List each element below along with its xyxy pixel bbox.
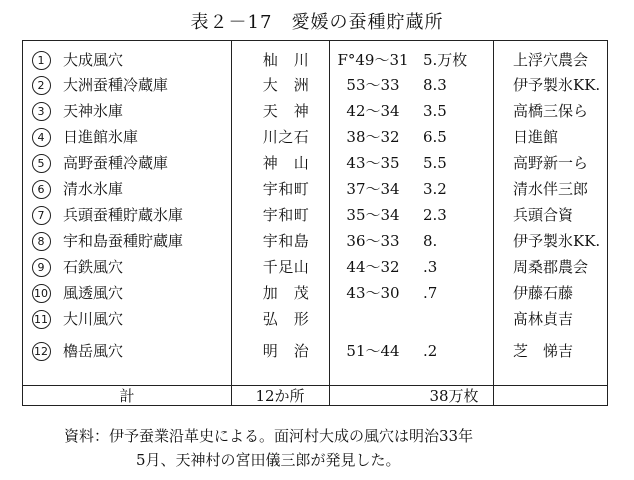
row-number-circle: 6 — [32, 180, 51, 199]
row-number-circle: 10 — [32, 284, 51, 303]
row-number — [27, 99, 55, 124]
storage-capacity: .7 — [423, 284, 438, 302]
storage-location: 明 治 — [262, 342, 310, 360]
table-row — [23, 229, 609, 254]
table-row — [23, 339, 609, 364]
storage-location: 天 神 — [262, 102, 310, 120]
storage-name: 風透風穴 — [63, 284, 124, 302]
table-row — [23, 281, 609, 306]
row-number-circle: 9 — [32, 258, 51, 277]
storage-location: 神 山 — [262, 154, 310, 172]
storage-location: 大 洲 — [262, 76, 310, 94]
storage-name: 大成風穴 — [63, 51, 124, 69]
temperature-range: 38～32 — [346, 128, 400, 146]
table-row — [23, 73, 609, 98]
storage-name: 宇和島蚕種貯蔵庫 — [63, 232, 184, 250]
storage-name: 大洲蚕種冷蔵庫 — [63, 76, 169, 94]
total-capacity: 38万枚 — [429, 387, 479, 405]
temperature-range: 36～33 — [346, 232, 400, 250]
source-note-line2: 5月、天神村の宮田儀三郎が発見した。 — [136, 451, 401, 469]
row-number-circle: 8 — [32, 232, 51, 251]
temperature-range — [323, 307, 423, 332]
temperature-range: F°49～31 — [337, 51, 409, 69]
row-number-circle: 11 — [32, 310, 51, 329]
storage-location: 宇和町 — [262, 206, 310, 224]
storage-name: 兵頭蚕種貯蔵氷庫 — [63, 206, 184, 224]
total-label: 計 — [119, 387, 135, 405]
storage-name: 日進館氷庫 — [63, 128, 139, 146]
row-number-circle: 3 — [32, 102, 51, 121]
storage-capacity: 2.3 — [423, 206, 447, 224]
row-number — [27, 255, 55, 280]
table-row — [23, 177, 609, 202]
total-row — [23, 386, 609, 407]
storage-owner: 高橋三保ら — [513, 102, 589, 120]
storage-owner: 上浮穴農会 — [513, 51, 589, 69]
table-row — [23, 255, 609, 280]
temperature-range: 53～33 — [346, 76, 400, 94]
table-row — [23, 151, 609, 176]
storage-location: 加 茂 — [262, 284, 310, 302]
table-title: 表２－17 愛媛の蚕種貯蔵所 — [190, 12, 444, 33]
storage-owner: 日進館 — [513, 128, 559, 146]
storage-capacity: 8.3 — [423, 76, 447, 94]
storage-capacity: .2 — [423, 342, 438, 360]
storage-capacity: 8. — [423, 232, 438, 250]
storage-location: 宇和町 — [262, 180, 310, 198]
source-note-line1: 資料：伊予蚕業沿革史による。面河村大成の風穴は明治33年 — [64, 427, 474, 445]
storage-owner: 清水伴三郎 — [513, 180, 589, 198]
total-location-count: 12か所 — [255, 387, 305, 405]
row-number — [27, 339, 55, 364]
storage-capacity — [423, 307, 493, 332]
temperature-range: 44～32 — [346, 258, 400, 276]
storage-location: 宇和島 — [262, 232, 310, 250]
storage-owner: 伊予製氷KK. — [513, 232, 601, 250]
row-number-circle: 4 — [32, 128, 51, 147]
storage-owner: 芝 悌吉 — [513, 342, 574, 360]
row-number — [27, 229, 55, 254]
storage-owner: 兵頭合資 — [513, 206, 574, 224]
temperature-range: 43～35 — [346, 154, 400, 172]
storage-location: 川之石 — [262, 128, 310, 146]
storage-table — [22, 40, 608, 406]
storage-name: 櫓岳風穴 — [63, 342, 124, 360]
row-number — [27, 125, 55, 150]
temperature-range: 51～44 — [346, 342, 400, 360]
row-number-circle: 7 — [32, 206, 51, 225]
storage-capacity: .3 — [423, 258, 438, 276]
storage-capacity: 3.5 — [423, 102, 447, 120]
row-number — [27, 203, 55, 228]
storage-name: 天神氷庫 — [63, 102, 124, 120]
storage-location: 千足山 — [262, 258, 310, 276]
row-number-circle: 1 — [32, 51, 51, 70]
table-row — [23, 203, 609, 228]
row-number — [27, 281, 55, 306]
storage-location: 弘 形 — [262, 310, 310, 328]
temperature-range: 35～34 — [346, 206, 400, 224]
storage-owner: 周桑郡農会 — [513, 258, 589, 276]
temperature-range: 43～30 — [346, 284, 400, 302]
temperature-range: 37～34 — [346, 180, 400, 198]
storage-name: 高野蚕種冷蔵庫 — [63, 154, 169, 172]
row-number-circle: 12 — [32, 342, 51, 361]
storage-name: 清水氷庫 — [63, 180, 124, 198]
row-number-circle: 2 — [32, 76, 51, 95]
storage-name: 大川風穴 — [63, 310, 124, 328]
storage-owner: 高野新一ら — [513, 154, 589, 172]
storage-owner: 髙林貞吉 — [513, 310, 574, 328]
table-row — [23, 125, 609, 150]
storage-capacity: 5.5 — [423, 154, 447, 172]
storage-capacity: 5.万枚 — [423, 51, 468, 69]
storage-location: 杣 川 — [262, 51, 310, 69]
table-row — [23, 99, 609, 124]
storage-capacity: 6.5 — [423, 128, 447, 146]
storage-owner: 伊予製氷KK. — [513, 76, 601, 94]
row-number — [27, 151, 55, 176]
row-number — [27, 177, 55, 202]
table-row — [23, 307, 609, 332]
row-number — [27, 73, 55, 98]
row-number — [27, 48, 55, 73]
storage-capacity: 3.2 — [423, 180, 447, 198]
row-number — [27, 307, 55, 332]
table-row — [23, 48, 609, 73]
storage-name: 石鉄風穴 — [63, 258, 124, 276]
row-number-circle: 5 — [32, 154, 51, 173]
storage-owner: 伊藤石藤 — [513, 284, 574, 302]
temperature-range: 42～34 — [346, 102, 400, 120]
